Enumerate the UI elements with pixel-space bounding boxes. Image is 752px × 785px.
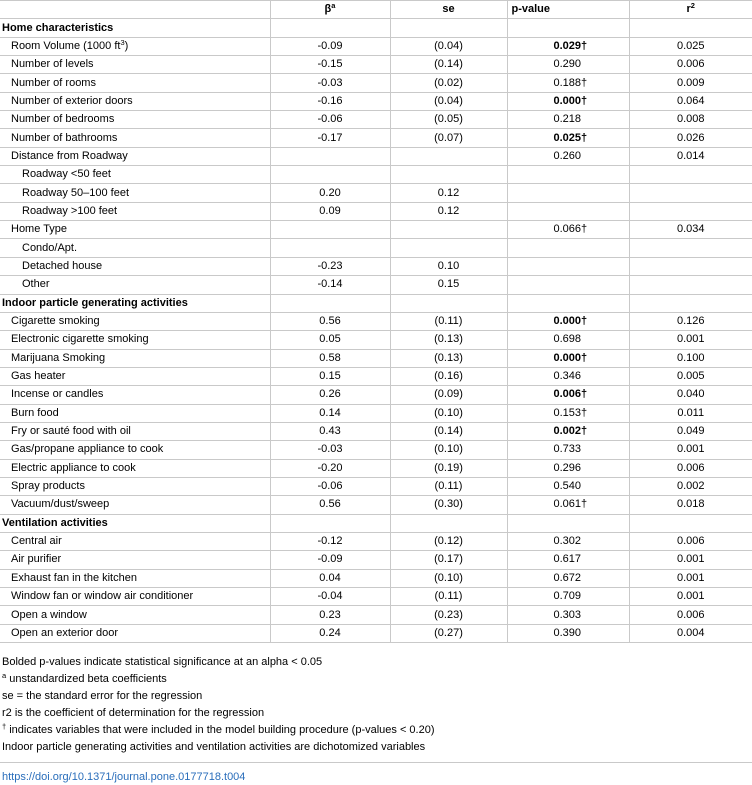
pvalue-cell: 0.540	[507, 477, 629, 495]
table-row	[0, 166, 752, 184]
se-cell	[390, 166, 507, 184]
se-cell	[390, 514, 507, 532]
pvalue-cell	[507, 202, 629, 220]
header-r2: $r^2$	[629, 1, 752, 19]
row-label: Number of rooms	[0, 74, 270, 92]
r2-cell	[629, 257, 752, 275]
row-label: Room Volume (1000 $ft^3$)	[0, 37, 270, 55]
row-label: Number of bedrooms	[0, 111, 270, 129]
se-cell: (0.23)	[390, 606, 507, 624]
beta-cell	[270, 147, 390, 165]
r2-cell: 0.049	[629, 422, 752, 440]
table-row	[0, 404, 752, 422]
beta-cell: -0.12	[270, 532, 390, 550]
beta-cell	[270, 294, 390, 312]
se-cell: (0.04)	[390, 92, 507, 110]
table-header-row	[0, 1, 752, 19]
section-header-row	[0, 514, 752, 532]
table-row	[0, 477, 752, 495]
row-label: Roadway >100 feet	[0, 202, 270, 220]
se-cell: (0.16)	[390, 367, 507, 385]
beta-cell: -0.20	[270, 459, 390, 477]
row-label: Incense or candles	[0, 386, 270, 404]
r2-cell: 0.006	[629, 532, 752, 550]
se-cell: (0.11)	[390, 477, 507, 495]
se-cell: (0.10)	[390, 569, 507, 587]
beta-cell: 0.43	[270, 422, 390, 440]
row-label: Detached house	[0, 257, 270, 275]
r2-cell: 0.006	[629, 56, 752, 74]
row-label: Home Type	[0, 221, 270, 239]
r2-cell: 0.011	[629, 404, 752, 422]
row-label: Roadway 50–100 feet	[0, 184, 270, 202]
beta-cell: -0.03	[270, 74, 390, 92]
beta-cell: 0.24	[270, 624, 390, 642]
pvalue-cell	[507, 514, 629, 532]
table-row	[0, 588, 752, 606]
se-cell	[390, 19, 507, 37]
table-row	[0, 367, 752, 385]
pvalue-cell: 0.698	[507, 331, 629, 349]
beta-cell: 0.56	[270, 496, 390, 514]
row-label: Vacuum/dust/sweep	[0, 496, 270, 514]
pvalue-cell: 0.733	[507, 441, 629, 459]
row-label: Fry or sauté food with oil	[0, 422, 270, 440]
row-label: Number of bathrooms	[0, 129, 270, 147]
r2-cell: 0.001	[629, 441, 752, 459]
r2-cell: 0.005	[629, 367, 752, 385]
table-row	[0, 331, 752, 349]
table-row	[0, 349, 752, 367]
r2-cell: 0.040	[629, 386, 752, 404]
r2-cell	[629, 202, 752, 220]
se-cell: (0.30)	[390, 496, 507, 514]
r2-cell	[629, 294, 752, 312]
row-label: Condo/Apt.	[0, 239, 270, 257]
r2-cell	[629, 276, 752, 294]
row-label: Other	[0, 276, 270, 294]
beta-cell: 0.15	[270, 367, 390, 385]
table-row	[0, 606, 752, 624]
row-label: Roadway <50 feet	[0, 166, 270, 184]
r2-cell: 0.064	[629, 92, 752, 110]
pvalue-cell: 0.002†	[507, 422, 629, 440]
pvalue-cell: 0.303	[507, 606, 629, 624]
table-row	[0, 441, 752, 459]
footnote-divider	[0, 762, 752, 763]
row-label: Window fan or window air conditioner	[0, 588, 270, 606]
table-row	[0, 257, 752, 275]
se-cell	[390, 221, 507, 239]
beta-cell: -0.06	[270, 111, 390, 129]
table-row	[0, 221, 752, 239]
pvalue-cell: 0.390	[507, 624, 629, 642]
pvalue-cell: 0.260	[507, 147, 629, 165]
se-cell: (0.07)	[390, 129, 507, 147]
r2-cell: 0.008	[629, 111, 752, 129]
se-cell: (0.14)	[390, 422, 507, 440]
header-se: se	[390, 1, 507, 19]
table-row	[0, 92, 752, 110]
se-cell	[390, 239, 507, 257]
row-label: Electric appliance to cook	[0, 459, 270, 477]
table-body	[0, 19, 752, 643]
row-label: Exhaust fan in the kitchen	[0, 569, 270, 587]
pvalue-cell: 0.296	[507, 459, 629, 477]
beta-cell: -0.09	[270, 37, 390, 55]
se-cell: (0.10)	[390, 441, 507, 459]
table-row	[0, 37, 752, 55]
table-row	[0, 239, 752, 257]
pvalue-cell: 0.617	[507, 551, 629, 569]
beta-cell	[270, 166, 390, 184]
beta-cell: 0.09	[270, 202, 390, 220]
se-cell	[390, 294, 507, 312]
r2-cell: 0.002	[629, 477, 752, 495]
pvalue-cell: 0.061†	[507, 496, 629, 514]
footnote: r2 is the coefficient of determination for the regression	[2, 707, 265, 720]
beta-cell: -0.16	[270, 92, 390, 110]
row-label: Electronic cigarette smoking	[0, 331, 270, 349]
footnote: † indicates variables that were included in the model building procedure (p-values < 0.20)	[2, 722, 435, 737]
header-label	[0, 1, 270, 19]
pvalue-cell: 0.346	[507, 367, 629, 385]
pvalue-cell	[507, 184, 629, 202]
beta-cell: -0.14	[270, 276, 390, 294]
r2-cell: 0.001	[629, 551, 752, 569]
table-row	[0, 56, 752, 74]
se-cell: (0.13)	[390, 331, 507, 349]
pvalue-cell	[507, 19, 629, 37]
se-cell: (0.17)	[390, 551, 507, 569]
row-label: Cigarette smoking	[0, 312, 270, 330]
table-row	[0, 386, 752, 404]
row-label: Distance from Roadway	[0, 147, 270, 165]
se-cell: (0.11)	[390, 588, 507, 606]
pvalue-cell	[507, 239, 629, 257]
beta-cell: -0.04	[270, 588, 390, 606]
r2-cell: 0.026	[629, 129, 752, 147]
r2-cell	[629, 184, 752, 202]
pvalue-cell	[507, 257, 629, 275]
footnote: se = the standard error for the regression	[2, 690, 203, 703]
pvalue-cell: 0.188†	[507, 74, 629, 92]
beta-cell	[270, 514, 390, 532]
pvalue-cell: 0.218	[507, 111, 629, 129]
se-cell: 0.10	[390, 257, 507, 275]
r2-cell: 0.001	[629, 588, 752, 606]
table-row	[0, 74, 752, 92]
row-label: Spray products	[0, 477, 270, 495]
section-header-row	[0, 294, 752, 312]
beta-cell	[270, 221, 390, 239]
table-row	[0, 312, 752, 330]
r2-cell	[629, 239, 752, 257]
header-beta: $\beta^a$	[270, 1, 390, 19]
table-row	[0, 532, 752, 550]
r2-cell: 0.001	[629, 569, 752, 587]
r2-cell: 0.025	[629, 37, 752, 55]
pvalue-cell	[507, 294, 629, 312]
se-cell: (0.27)	[390, 624, 507, 642]
row-label: Gas heater	[0, 367, 270, 385]
r2-cell: 0.126	[629, 312, 752, 330]
se-cell: (0.02)	[390, 74, 507, 92]
se-cell: (0.11)	[390, 312, 507, 330]
header-pvalue: p-value	[507, 1, 629, 19]
beta-cell: -0.15	[270, 56, 390, 74]
row-label: Number of levels	[0, 56, 270, 74]
row-label: Ventilation activities	[0, 514, 270, 532]
row-label: Marijuana Smoking	[0, 349, 270, 367]
beta-cell	[270, 19, 390, 37]
beta-cell: -0.17	[270, 129, 390, 147]
beta-cell: 0.58	[270, 349, 390, 367]
pvalue-cell: 0.029†	[507, 37, 629, 55]
table-row	[0, 202, 752, 220]
se-cell: (0.10)	[390, 404, 507, 422]
pvalue-cell: 0.000†	[507, 349, 629, 367]
table-row	[0, 569, 752, 587]
beta-cell: 0.56	[270, 312, 390, 330]
pvalue-cell: 0.006†	[507, 386, 629, 404]
pvalue-cell: 0.709	[507, 588, 629, 606]
row-label: Air purifier	[0, 551, 270, 569]
se-cell: (0.05)	[390, 111, 507, 129]
table-row	[0, 129, 752, 147]
table-row	[0, 147, 752, 165]
pvalue-cell: 0.153†	[507, 404, 629, 422]
row-label: Central air	[0, 532, 270, 550]
r2-cell	[629, 166, 752, 184]
se-cell	[390, 147, 507, 165]
pvalue-cell: 0.025†	[507, 129, 629, 147]
beta-cell: -0.03	[270, 441, 390, 459]
table-row	[0, 551, 752, 569]
row-label: Open an exterior door	[0, 624, 270, 642]
footnote: Indoor particle generating activities and ventilation activities are dichotomized variables	[2, 741, 426, 754]
r2-cell: 0.006	[629, 459, 752, 477]
table-row	[0, 184, 752, 202]
table-row	[0, 496, 752, 514]
pvalue-cell: 0.672	[507, 569, 629, 587]
row-label: Burn food	[0, 404, 270, 422]
r2-cell: 0.100	[629, 349, 752, 367]
pvalue-cell: 0.000†	[507, 92, 629, 110]
row-label: Number of exterior doors	[0, 92, 270, 110]
pvalue-cell: 0.290	[507, 56, 629, 74]
se-cell: 0.15	[390, 276, 507, 294]
row-label: Open a window	[0, 606, 270, 624]
beta-cell: 0.05	[270, 331, 390, 349]
pvalue-cell	[507, 166, 629, 184]
table-row	[0, 422, 752, 440]
doi-link[interactable]: https://doi.org/10.1371/journal.pone.0177718.t004	[2, 771, 246, 784]
footnote: $^a$ unstandardized beta coefficients	[2, 671, 167, 686]
table-row	[0, 276, 752, 294]
table-footnotes	[0, 654, 752, 756]
se-cell: (0.12)	[390, 532, 507, 550]
beta-cell: 0.04	[270, 569, 390, 587]
beta-cell: -0.06	[270, 477, 390, 495]
r2-cell: 0.006	[629, 606, 752, 624]
table-row	[0, 624, 752, 642]
table-row	[0, 459, 752, 477]
r2-cell: 0.001	[629, 331, 752, 349]
r2-cell: 0.014	[629, 147, 752, 165]
se-cell: 0.12	[390, 202, 507, 220]
r2-cell	[629, 514, 752, 532]
beta-cell: 0.23	[270, 606, 390, 624]
r2-cell: 0.009	[629, 74, 752, 92]
pvalue-cell	[507, 276, 629, 294]
footnote: Bolded p-values indicate statistical significance at an alpha < 0.05	[2, 656, 323, 669]
se-cell: (0.09)	[390, 386, 507, 404]
r2-cell: 0.018	[629, 496, 752, 514]
beta-cell	[270, 239, 390, 257]
se-cell: (0.04)	[390, 37, 507, 55]
row-label: Home characteristics	[0, 19, 270, 37]
beta-cell: -0.09	[270, 551, 390, 569]
section-header-row	[0, 19, 752, 37]
se-cell: (0.14)	[390, 56, 507, 74]
beta-cell: 0.14	[270, 404, 390, 422]
beta-cell: 0.26	[270, 386, 390, 404]
pvalue-cell: 0.000†	[507, 312, 629, 330]
r2-cell	[629, 19, 752, 37]
beta-cell: 0.20	[270, 184, 390, 202]
r2-cell: 0.034	[629, 221, 752, 239]
row-label: Indoor particle generating activities	[0, 294, 270, 312]
se-cell: (0.13)	[390, 349, 507, 367]
se-cell: 0.12	[390, 184, 507, 202]
pvalue-cell: 0.302	[507, 532, 629, 550]
row-label: Gas/propane appliance to cook	[0, 441, 270, 459]
pvalue-cell: 0.066†	[507, 221, 629, 239]
se-cell: (0.19)	[390, 459, 507, 477]
table-row	[0, 111, 752, 129]
r2-cell: 0.004	[629, 624, 752, 642]
beta-cell: -0.23	[270, 257, 390, 275]
